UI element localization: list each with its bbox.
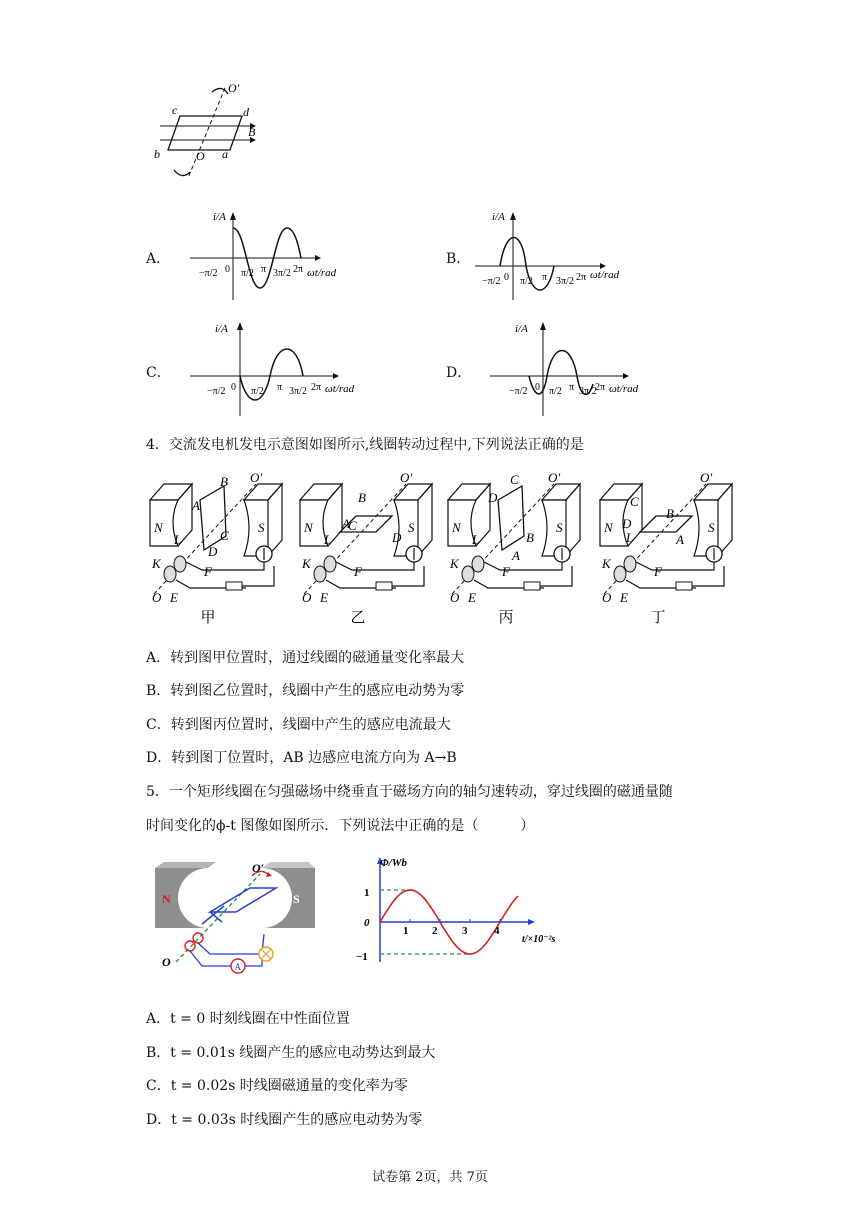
q5-option-A: A．t = 0 时刻线圈在中性面位置 bbox=[146, 1011, 350, 1027]
label-C: C bbox=[348, 518, 357, 533]
label-A: A bbox=[342, 516, 350, 531]
label-B: B bbox=[358, 490, 366, 505]
svg-text:ωt/rad: ωt/rad bbox=[590, 269, 620, 281]
coil-figure bbox=[140, 78, 270, 183]
label-O: O bbox=[196, 149, 205, 163]
tick-zero: 0 bbox=[225, 264, 230, 275]
label-E: E bbox=[620, 590, 628, 605]
data-point bbox=[409, 889, 411, 891]
label-K: K bbox=[302, 556, 311, 571]
label-N: N bbox=[452, 520, 461, 535]
y-tick-neg1: −1 bbox=[356, 951, 368, 963]
panel-caption: 丁 bbox=[650, 610, 666, 626]
page-footer: 试卷第 2页，共 7页 bbox=[372, 1170, 488, 1185]
label-E: E bbox=[320, 590, 328, 605]
ammeter-label: A bbox=[234, 962, 241, 972]
svg-text:3π/2: 3π/2 bbox=[556, 276, 574, 287]
option-C-graph bbox=[185, 318, 375, 418]
axis-line bbox=[188, 88, 225, 178]
label-B: B bbox=[526, 530, 534, 545]
data-point bbox=[469, 953, 471, 955]
label-S: S bbox=[408, 520, 415, 535]
label-F: F bbox=[502, 564, 510, 579]
label-O-prime: O′ bbox=[250, 470, 263, 485]
svg-text:2π: 2π bbox=[595, 382, 606, 393]
label-F: F bbox=[654, 564, 662, 579]
label-B: B bbox=[666, 506, 674, 521]
label-L: L bbox=[472, 532, 480, 547]
coil bbox=[202, 888, 276, 924]
label-K: K bbox=[450, 556, 459, 571]
option-A-graph bbox=[185, 208, 355, 303]
label-D: D bbox=[488, 490, 498, 505]
x-axis-label: t/×10⁻²s bbox=[522, 934, 556, 945]
label-S: S bbox=[708, 520, 715, 535]
label-B: B bbox=[248, 125, 256, 139]
label-c: c bbox=[172, 103, 178, 117]
label-K: K bbox=[152, 556, 161, 571]
generator-panels bbox=[146, 470, 756, 630]
q5-stem-line2: 时间变化的ϕ-t 图像如图所示．下列说法中正确的是（ ） bbox=[146, 818, 535, 834]
label-N: N bbox=[154, 520, 163, 535]
q5-option-D: D．t = 0.03s 时线圈产生的感应电动势为零 bbox=[146, 1112, 423, 1128]
label-O-prime: O′ bbox=[548, 470, 561, 485]
label-E: E bbox=[170, 590, 178, 605]
svg-text:3π/2: 3π/2 bbox=[579, 386, 597, 397]
svg-text:π/2: π/2 bbox=[549, 386, 562, 397]
label-O-prime: O′ bbox=[228, 81, 240, 95]
data-point bbox=[514, 898, 516, 900]
generator-device bbox=[150, 858, 320, 976]
x-tick-4: 4 bbox=[494, 925, 500, 937]
q4-stem: 4．交流发电机发电示意图如图所示,线圈转动过程中,下列说法正确的是 bbox=[146, 437, 584, 453]
q4-option-B: B．转到图乙位置时，线圈中产生的感应电动势为零 bbox=[146, 683, 465, 699]
label-d: d bbox=[243, 105, 249, 119]
label-A: A bbox=[512, 548, 520, 563]
svg-text:π/2: π/2 bbox=[251, 386, 264, 397]
svg-text:π/2: π/2 bbox=[520, 276, 533, 287]
label-O-prime: O′ bbox=[400, 470, 413, 485]
option-A-letter: A． bbox=[146, 251, 171, 267]
svg-text:3π/2: 3π/2 bbox=[289, 386, 307, 397]
svg-text:i/A: i/A bbox=[515, 323, 528, 335]
label-L: L bbox=[626, 530, 634, 545]
rotation-arrow-bottom bbox=[174, 170, 190, 176]
panel-bing bbox=[448, 470, 580, 626]
q5-stem-line1: 5．一个矩形线圈在匀强磁场中绕垂直于磁场方向的轴匀速转动，穿过线圈的磁通量随 bbox=[146, 784, 673, 800]
panel-caption: 乙 bbox=[350, 610, 366, 626]
label-O: O bbox=[602, 590, 612, 605]
label-A: A bbox=[192, 498, 200, 513]
label-C: C bbox=[220, 528, 229, 543]
option-D-graph bbox=[485, 318, 675, 418]
y-tick-1: 1 bbox=[364, 887, 370, 899]
tick-half-pi: π/2 bbox=[241, 268, 254, 279]
label-F: F bbox=[354, 564, 362, 579]
data-point bbox=[484, 944, 486, 946]
q5-option-C: C．t = 0.02s 时线圈磁通量的变化率为零 bbox=[146, 1078, 408, 1094]
svg-text:π: π bbox=[542, 272, 548, 283]
label-O-prime: O′ bbox=[252, 861, 265, 875]
label-O: O bbox=[302, 590, 312, 605]
option-B-graph bbox=[470, 208, 640, 303]
svg-text:π: π bbox=[277, 382, 283, 393]
x-tick-1: 1 bbox=[403, 925, 409, 937]
label-N: N bbox=[304, 520, 313, 535]
svg-text:ωt/rad: ωt/rad bbox=[307, 267, 337, 279]
label-O: O bbox=[152, 590, 162, 605]
q4-option-D: D．转到图丁位置时，AB 边感应电流方向为 A→B bbox=[146, 750, 457, 766]
svg-text:0: 0 bbox=[504, 272, 509, 283]
x-tick-3: 3 bbox=[462, 925, 468, 937]
option-B-letter: B． bbox=[446, 251, 471, 267]
magnet-S-label: S bbox=[293, 892, 300, 906]
label-B: B bbox=[220, 474, 228, 489]
data-point bbox=[379, 921, 381, 923]
option-C-letter: C． bbox=[146, 365, 171, 381]
phi-t-chart bbox=[350, 852, 580, 970]
label-D: D bbox=[208, 544, 218, 559]
magnet-N-label: N bbox=[162, 892, 171, 906]
panel-jia bbox=[150, 470, 282, 626]
label-L: L bbox=[324, 532, 332, 547]
option-D-letter: D． bbox=[446, 365, 472, 381]
tick-three-half-pi: 3π/2 bbox=[273, 268, 291, 279]
q4-option-C: C．转到图丙位置时，线圈中产生的感应电流最大 bbox=[146, 717, 451, 733]
data-point bbox=[424, 898, 426, 900]
svg-text:2π: 2π bbox=[576, 272, 587, 283]
panel-yi bbox=[300, 470, 432, 626]
svg-text:ωt/rad: ωt/rad bbox=[609, 383, 639, 395]
svg-text:i/A: i/A bbox=[213, 211, 226, 223]
label-D: D bbox=[392, 530, 402, 545]
label-O: O bbox=[162, 955, 171, 969]
q4-option-A: A．转到图甲位置时，通过线圈的磁通量变化率最大 bbox=[146, 650, 465, 666]
svg-text:ωt/rad: ωt/rad bbox=[325, 383, 355, 395]
svg-text:0: 0 bbox=[231, 382, 236, 393]
label-L: L bbox=[174, 532, 182, 547]
tick-two-pi: 2π bbox=[293, 264, 304, 275]
svg-text:i/A: i/A bbox=[492, 211, 505, 223]
panel-ding bbox=[600, 470, 732, 626]
data-point bbox=[394, 898, 396, 900]
label-D: D bbox=[622, 516, 632, 531]
label-b: b bbox=[154, 147, 160, 161]
label-a: a bbox=[222, 147, 228, 161]
rotation-arrow-top bbox=[212, 88, 228, 94]
label-F: F bbox=[204, 564, 212, 579]
y-axis-label: Φ/Wb bbox=[380, 857, 408, 869]
q5-option-B: B．t = 0.01s 线圈产生的感应电动势达到最大 bbox=[146, 1045, 436, 1061]
label-S: S bbox=[258, 520, 265, 535]
panel-caption: 丙 bbox=[498, 610, 514, 626]
svg-text:2π: 2π bbox=[311, 382, 322, 393]
label-N: N bbox=[604, 520, 613, 535]
svg-text:−π/2: −π/2 bbox=[509, 386, 528, 397]
panel-caption: 甲 bbox=[200, 610, 216, 626]
label-K: K bbox=[602, 556, 611, 571]
label-O: O bbox=[450, 590, 460, 605]
tick-neg-half-pi: −π/2 bbox=[199, 268, 218, 279]
svg-text:0: 0 bbox=[535, 382, 540, 393]
svg-text:π: π bbox=[569, 382, 575, 393]
y-tick-0: 0 bbox=[364, 917, 370, 929]
label-O-prime: O′ bbox=[700, 470, 713, 485]
label-S: S bbox=[556, 520, 563, 535]
data-point bbox=[454, 944, 456, 946]
magnet-S bbox=[262, 868, 315, 928]
label-E: E bbox=[468, 590, 476, 605]
label-A: A bbox=[676, 532, 684, 547]
label-C: C bbox=[630, 494, 639, 509]
coil-rect bbox=[168, 116, 242, 150]
svg-text:i/A: i/A bbox=[215, 323, 228, 335]
label-C: C bbox=[510, 472, 519, 487]
x-tick-2: 2 bbox=[432, 925, 438, 937]
generator-panels-svg bbox=[146, 470, 756, 630]
svg-text:−π/2: −π/2 bbox=[207, 386, 226, 397]
svg-text:−π/2: −π/2 bbox=[482, 276, 501, 287]
tick-pi: π bbox=[261, 264, 267, 275]
